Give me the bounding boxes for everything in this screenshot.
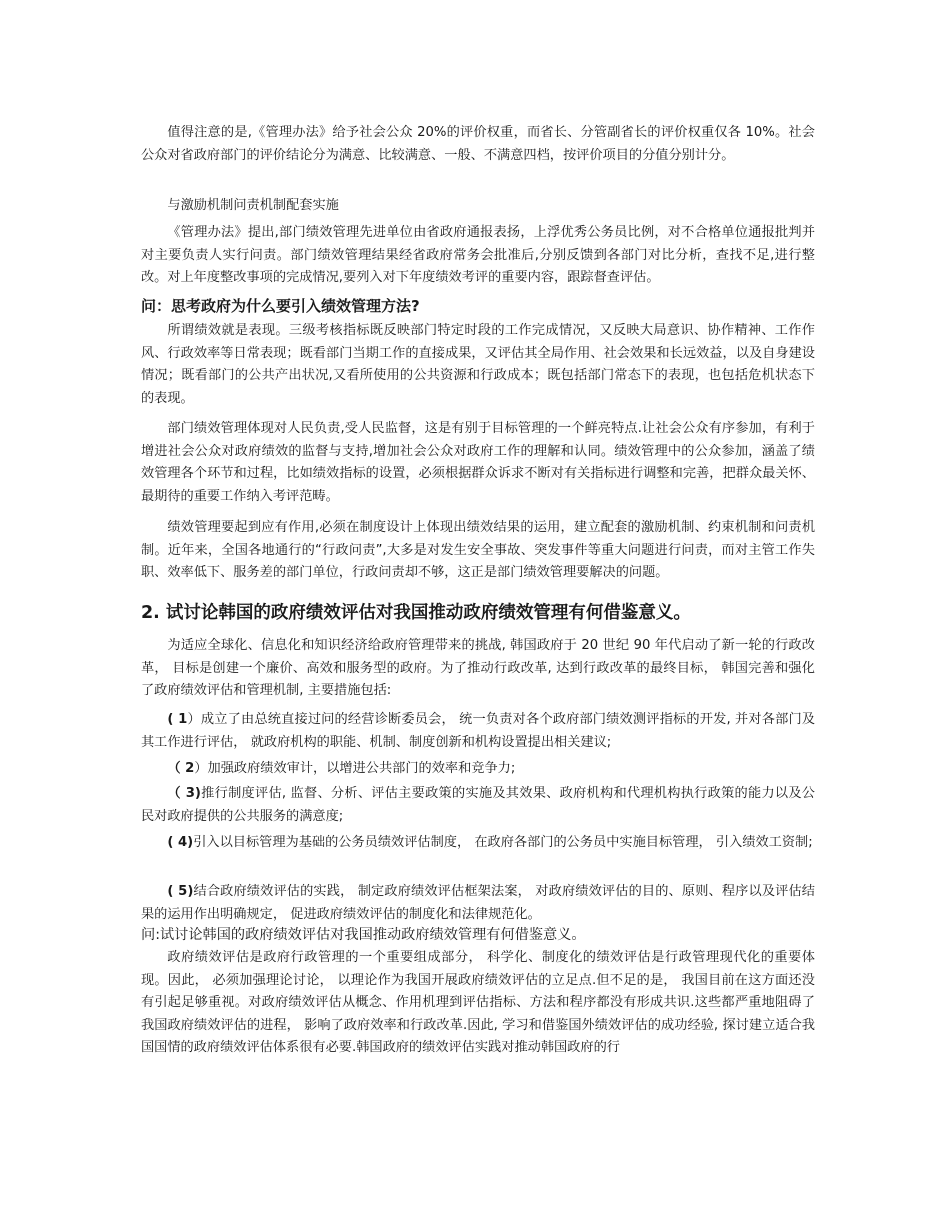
paragraph-accountability: 绩效管理要起到应有作用,必须在制度设计上体现出绩效结果的运用，建立配套的激励机制、约束机制和问责机制。近年来，全国各地通行的“行政问责”,大多是对发生安全事故、突发事件等重大问题进行问责，而对主管工作失职、效率低下、服务差的部门单位，行政问责却不够，这正是部门绩效管理要解决的问题。 [141, 520, 816, 581]
list-item-measure-5 [141, 881, 815, 926]
list-item-text: 结合政府绩效评估的实践， 制定政府绩效评估框架法案， 对政府绩效评估的目的、原则、程序以及评估结果的运用作出明确规定， 促进政府绩效评估的制度化和法律规范化。 [141, 884, 815, 922]
paragraph-public-weight: 值得注意的是,《管理办法》给予社会公众 20%的评价权重，而省长、分管副省长的评价权重仅各 10%。社会公众对省政府部门的评价结论分为满意、比较满意、一般、不满意四档，按评价项目的分值分别计分。 [141, 125, 815, 163]
list-item-text: 引入以目标管理为基础的公务员绩效评估制度， 在政府各部门的公务员中实施目标管理， 引入绩效工资制; [193, 835, 813, 850]
question-heading-1: 问：思考政府为什么要引入绩效管理方法? [141, 297, 420, 315]
section-heading-2: 2. 试讨论韩国的政府绩效评估对我国推动政府绩效管理有何借鉴意义。 [141, 603, 691, 623]
paragraph-public-participation: 部门绩效管理体现对人民负责,受人民监督，这是有别于目标管理的一个鲜亮特点.让社会公众有序参加，有利于增进社会公众对政府绩效的监督与支持,增加社会公众对政府工作的理解和认同。绩效管理中的公众参加，涵盖了绩效管理各个环节和过程，比如绩效指标的设置，必须根据群众诉求不断对有关指标进行调整和完善，把群众最关怀、最期待的重要工作纳入考评范畴。 [141, 421, 815, 504]
list-number: （ 2 [167, 761, 195, 776]
list-item-measure-4 [141, 832, 815, 855]
paragraph-performance-definition: 所谓绩效就是表现。三级考核指标既反映部门特定时段的工作完成情况，又反映大局意识、协作精神、工作作风、行政效率等日常表现；既看部门当期工作的直接成果，又评估其全局作用、社会效果和长远效益，以及自身建设情况；既看部门的公共产出状况,又看所使用的公共资源和行政成本；既包括部门常态下的表现，也包括危机状态下的表现。 [141, 323, 815, 406]
paragraph-evaluation-importance: 政府绩效评估是政府行政管理的一个重要组成部分， 科学化、制度化的绩效评估是行政管理现代化的重要体现。因此， 必须加强理论讨论， 以理论作为我国开展政府绩效评估的立足点.但不足的是， 我国目前在这方面还没有引起足够重视。对政府绩效评估从概念、作用机理到评估指标、方法和程序都没有形成共识.这些都严重地阻碍了我国政府绩效评估的进程， 影响了政府效率和行政改革.因此, 学习和借鉴国外绩效评估的成功经验, 探讨建立适合我国国情的政府绩效评估体系很有必要.韩国政府的绩效评估实践对推动韩国政府的行 [141, 950, 815, 1056]
paragraph-subheading-incentive: 与激励机制问责机制配套实施 [167, 198, 339, 213]
paragraph-management-measures: 《管理办法》提出,部门绩效管理先进单位由省政府通报表扬，上浮优秀公务员比例，对不合格单位通报批判并对主要负责人实行问责。部门绩效管理结果经省政府常务会批准后,分别反馈到各部门对比分析，查找不足,进行整改。对上年度整改事项的完成情况,要列入对下年度绩效考评的重要内容，跟踪督查评估。 [141, 225, 815, 286]
list-item-measure-1 [141, 709, 815, 754]
list-number: （ 3) [167, 786, 201, 801]
list-item-measure-3 [141, 783, 815, 828]
question-heading-2: 问:试讨论韩国的政府绩效评估对我国推动政府绩效管理有何借鉴意义。 [141, 927, 586, 943]
list-number: ( 5) [167, 884, 194, 899]
list-item-measure-2 [141, 758, 815, 781]
list-number: ( 4) [167, 835, 194, 850]
list-number: ( 1 [167, 712, 188, 727]
list-item-text: ）加强政府绩效审计，以增进公共部门的效率和竞争力; [194, 761, 516, 776]
list-item-text: ）成立了由总统直接过问的经营诊断委员会， 统一负责对各个政府部门绩效测评指标的开发, 并对各部门及其工作进行评估， 就政府机构的职能、机制、制度创新和机构设置提出相关建议; [141, 712, 816, 750]
paragraph-korea-reform: 为适应全球化、信息化和知识经济给政府管理带来的挑战, 韩国政府于 20 世纪 90 年代启动了新一轮的行政改革， 目标是创建一个廉价、高效和服务型的政府。为了推动行政改革, 达到行政改革的最终目标， 韩国完善和强化了政府绩效评估和管理机制, 主要措施包括: [141, 638, 815, 699]
list-item-text: 推行制度评估, 监督、分析、评估主要政策的实施及其效果、政府机构和代理机构执行政策的能力以及公民对政府提供的公共服务的满意度; [141, 786, 815, 824]
